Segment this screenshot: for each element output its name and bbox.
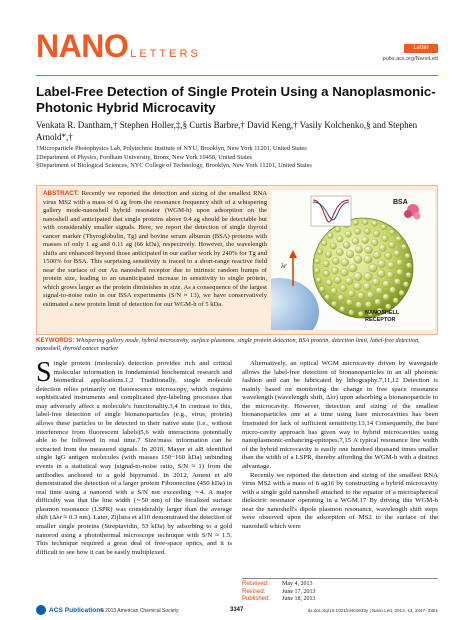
nanoshell-bump — [372, 221, 378, 227]
nanoshell-bump — [331, 301, 337, 307]
receptor-label: RECEPTOR — [365, 317, 396, 323]
nanoshell-bump — [403, 282, 409, 288]
nanoshell-bump — [334, 277, 341, 284]
abstract-box — [36, 185, 438, 335]
revised-date: June 17, 2013 — [282, 588, 316, 595]
acs-mark-icon — [36, 605, 46, 615]
nanoshell-bump — [317, 249, 323, 255]
nanoshell-bump — [393, 298, 399, 304]
nanoshell-bump — [325, 294, 331, 300]
nanoshell-bump — [357, 292, 364, 299]
affiliation-3: §Department of Biological Sciences, NYC College of Technology, Brooklyn, New York 11201, United States — [36, 162, 312, 170]
article-title: Label-Free Detection of Single Protein Using a Nanoplasmonic-Photonic Hybrid Microcavity — [36, 84, 436, 115]
nanoshell-bump — [337, 236, 343, 242]
revised-row — [242, 589, 438, 597]
received-date: May 4, 2013 — [282, 581, 313, 587]
nanoshell-bump — [348, 290, 355, 297]
nanoshell-bump — [332, 267, 339, 274]
lambda-label: λr — [281, 262, 287, 270]
nanoshell-bump — [353, 220, 359, 226]
nanoshell-bump — [356, 302, 362, 308]
nanoshell-bump — [372, 278, 380, 286]
nanoshell-bump — [401, 244, 407, 250]
publisher-logo[interactable] — [36, 605, 104, 615]
nanoshell-bump — [397, 269, 403, 275]
affiliations — [36, 145, 438, 171]
affiliation-1: †Microparticle Photophysics Lab, Polytechnic Institute of NYU, Brooklyn, New York 11201, United States — [36, 145, 307, 152]
nanoshell-bump — [376, 287, 383, 294]
page-footer — [0, 601, 474, 620]
nanoshell-bump — [381, 224, 387, 230]
nanoshell-bump — [365, 246, 373, 254]
drop-cap: S — [36, 357, 52, 388]
revised-label: Revised: — [242, 588, 266, 595]
nanoshell-bump — [399, 290, 405, 296]
article-type-badge: Letter — [404, 44, 438, 53]
nanoshell-bump — [336, 249, 343, 256]
body-paragraph-3: Recently we reported the detection and sizing of the smallest RNA virus MS2 with a mass of 6 ag16 by constructing a hybrid microcavity with a single gold nanoshell attached to the equator of a microspherical dielectric resonator operating in a WGM.17 By driving this WGM-h near the nanoshell's dipole plasmon resonance, wavelength shift steps were observed upon the adsorption of MS2 to the surface of the nanoshell which were — [242, 471, 438, 530]
journal-logo — [36, 30, 201, 62]
publisher-name: ACS Publications — [49, 606, 104, 614]
keywords-label: KEYWORDS: — [36, 337, 75, 344]
doi-link[interactable]: dx.doi.org/10.1021/nl401633y | Nano Lett. 2013, 13, 3347−3351 — [307, 608, 438, 613]
keywords — [36, 337, 438, 354]
nanoshell-bump — [343, 242, 350, 249]
body-paragraph-1: ingle protein (molecule) detection provides rich and critical molecular information in fundamental biochemical research and biomedical applications.1,2 Traditionally, single molecule detection relies primarily on fluorescence microscopy, which requires sophisticated instruments and complicated dye-labeling processes that may adversely affect a molecule's functionality.3,4 In contrast to this, label-free detection of single bionanoparticles (e.g., virus, protein) allows these particles to be detected in their native state (i.e., without interference from fluorescent labels)5,6 with interactions potentially able to be followed in real time.7 Size/mass information can be extracted from the measured signals. In 2010, Mayer et al8 identified single IgG antigen molecules (with masses 150−160 kDa) unbinding events in a statistical way (signal-to-noise ratio, S/N ≈ 1) from the antibodies anchored to a gold bipyramid. In 2012, Ament et al9 demonstrated the detection of a larger protein Fibronectine (450 kDa) in real time using a nanorod with a S/N not exceeding ∼4. A major difficulty was that the line width (∼50 nm) of the localized surface plasmon resonance (LSPR) was considerably larger than the average shift (Δλr ≈ 0.3 nm). Later, Zijlstra et al10 demonstrated the detection of smaller single proteins (Streptavidin, 53 kDa) by adsorbing to a gold nanorod using a photothermal microscope technique with S/N ≈ 1.5. This technique required a great deal of free-space optics, and it is difficult to see how it can be easily multiplexed. — [36, 360, 232, 556]
nanoshell-bump — [385, 304, 391, 310]
nanoshell-bump — [396, 236, 402, 242]
nanoshell-bump — [378, 260, 386, 268]
nanoshell-bump — [389, 229, 395, 235]
nanoshell-bump — [362, 237, 369, 244]
nanoshell-bump — [387, 272, 394, 279]
nanoshell-bump — [363, 283, 371, 291]
journal-header — [0, 0, 474, 82]
nanoshell-bump — [328, 233, 334, 239]
nanoshell-bump — [390, 287, 396, 293]
nanoshell-shape — [313, 218, 413, 318]
nanoshell-bump — [383, 280, 390, 287]
nanoshell-bump — [373, 251, 381, 259]
nanoshell-bump — [314, 268, 320, 274]
nanoshell-bump — [394, 250, 400, 256]
copyright-text: © 2013 American Chemical Society — [100, 608, 179, 614]
header-rule — [36, 75, 438, 76]
nanoshell-bump — [322, 240, 328, 246]
nanoshell-bump — [326, 280, 332, 286]
nanoshell-bump — [369, 264, 377, 272]
nanoshell-bump — [387, 262, 394, 269]
received-row — [242, 581, 438, 589]
nanoshell-bump — [394, 278, 400, 284]
nanoshell-bump — [330, 243, 336, 249]
nanoshell-bump — [335, 227, 341, 233]
logo-sub-text: LETTERS — [130, 48, 201, 60]
nanoshell-bump — [354, 282, 362, 290]
nanoshell-bump — [338, 295, 344, 301]
nanoshell-bump — [373, 230, 379, 236]
nanoshell-bump — [371, 239, 378, 246]
nanoshell-bump — [364, 228, 370, 234]
nanoshell-bump — [316, 277, 322, 283]
nanoshell-bump — [340, 285, 347, 292]
nanoshell-bump — [354, 255, 362, 263]
nanoshell-bump — [396, 259, 402, 265]
nanoshell-bump — [345, 231, 351, 237]
nanoshell-bump — [385, 252, 392, 259]
nanoshell-bump — [341, 268, 349, 276]
nanoshell-bump — [341, 259, 349, 267]
nanoshell-bump — [375, 299, 381, 305]
nanoshell-bump — [355, 246, 363, 254]
nanoshell-bump — [364, 273, 372, 281]
body-column-right — [242, 360, 438, 532]
abstract-text — [43, 190, 267, 309]
nanoshell-bump — [349, 264, 357, 272]
page-number: 3347 — [230, 607, 244, 613]
abstract-body: Recently we reported the detection and sizing of the smallest RNA virus MS2 with a mass of 6 ag from the resonance frequency shift of a whispering gallery mode-nanoshell hybrid resonator (WGM-h) upon adsorption on the nanoshell and anticipated that single proteins above 0.4 ag should be detectable but with considerably smaller signals. Here, we report the detection of single thyroid cancer marker (Thyroglobulin, Tg) and bovine serum albumin (BSA) proteins with masses of only 1 ag and 0.11 ag (66 kDa), respectively. However, the wavelength shifts are enhanced beyond those anticipated in our earlier work by 240% for Tg and 1500% for BSA. This surprising sensitivity is traced to a short-range reactive field near the surface of our Au nanoshell receptor due to intrinsic random bumps of protein size, leading to an unanticipated increase in sensitivity to single protein, which grows larger as the protein diminishes in size. As a consequence of the largest signal-to-noise ratio in our BSA experiments (S/N ≈ 13), we have conservatively estimated a new protein limit of detection for our WGM-h of 5 kDa. — [43, 190, 267, 308]
nanoshell-bump — [346, 250, 354, 258]
nanoshell-bump — [354, 273, 362, 281]
nanoshell-bump — [331, 288, 337, 294]
nanoshell-bump — [365, 301, 371, 307]
bsa-label: BSA — [393, 199, 408, 206]
affiliation-2: ‡Department of Physics, Fordham University, Bronx, New York 10458, United States — [36, 153, 252, 161]
nanoshell-bump — [377, 270, 385, 278]
nanoshell-bump — [352, 238, 359, 245]
nanoshell-bump — [389, 242, 395, 248]
toc-figure — [271, 190, 435, 330]
nanoshell-bump — [362, 219, 368, 225]
nanoshell-bump — [349, 310, 355, 316]
nanoshell-bump — [406, 272, 412, 278]
keywords-text: Whispering gallery mode, hybrid microcavity, surface plasmons, single protein detection, BSA protein, detection limit, label-free detection, nanoshell, thyroid cancer marker — [36, 337, 420, 353]
nanoshell-bump — [383, 294, 389, 300]
nanoshell-bump — [323, 270, 329, 276]
journal-link[interactable]: pubs.acs.org/NanoLett — [382, 56, 438, 62]
nanoshell-bump — [354, 228, 360, 234]
nanoshell-bump — [325, 251, 331, 257]
abstract-label: ABSTRACT: — [43, 190, 80, 197]
nanoshell-bump — [346, 299, 352, 305]
nanoshell-bump — [379, 245, 386, 252]
nanoshell-bump — [323, 261, 329, 267]
nanoshell-bump — [405, 253, 411, 259]
published-date: June 18, 2013 — [282, 596, 316, 603]
published-label: Published: — [242, 596, 271, 603]
nanoshell-bump — [340, 306, 346, 312]
nanoshell-bump — [315, 258, 321, 264]
author-list: Venkata R. Dantham,† Stephen Holler,‡,§ Curtis Barbre,† David Keng,† Vasily Kolchenko,§ and Stephen Arnold*,† — [36, 120, 418, 142]
nanoshell-bump — [358, 311, 364, 317]
nanoshell-bump — [406, 263, 412, 269]
nanoshell-bump — [345, 277, 353, 285]
body-column-left — [36, 357, 232, 557]
logo-main-text: NANO — [36, 28, 129, 64]
nanoshell-bump — [382, 235, 388, 241]
nanoshell-bump — [367, 292, 374, 299]
nanoshell-bump — [319, 286, 325, 292]
nanoshell-bump — [364, 255, 372, 263]
received-label: Received: — [242, 581, 269, 587]
nanoshell-bump — [332, 258, 339, 265]
article-dates — [242, 578, 438, 604]
nanoshell-label: NANOSHELL — [365, 310, 400, 316]
spectrum-inset — [311, 196, 351, 226]
body-paragraph-2: Alternatively, an optical WGM microcavity driven by waveguide allows the label-free detection of bionanoparticles in an all photonic fashion and can be fabricated by lithography.7,11,12 Detection is mainly based on monitoring the change in free space resonance wavelength (wavelength shift, Δλr) upon adsorbing a bionanoparticle to the microcavity. However, detection and sizing of the smallest bionanoparticles one at a time using bare microcavities has been frustrated for lack of sufficient sensitivity.13,14 Consequently, the bare micro-cavity approach has given way to hybrid microcavities using nanoplasmonic-enhancing-epitopes.7,15 A typical resonance line width of the hybrid microcavity is easily one hundred thousand times smaller than the width of a LSPR, thereby affording the WGM-h with a distinct advantage. — [242, 360, 438, 470]
